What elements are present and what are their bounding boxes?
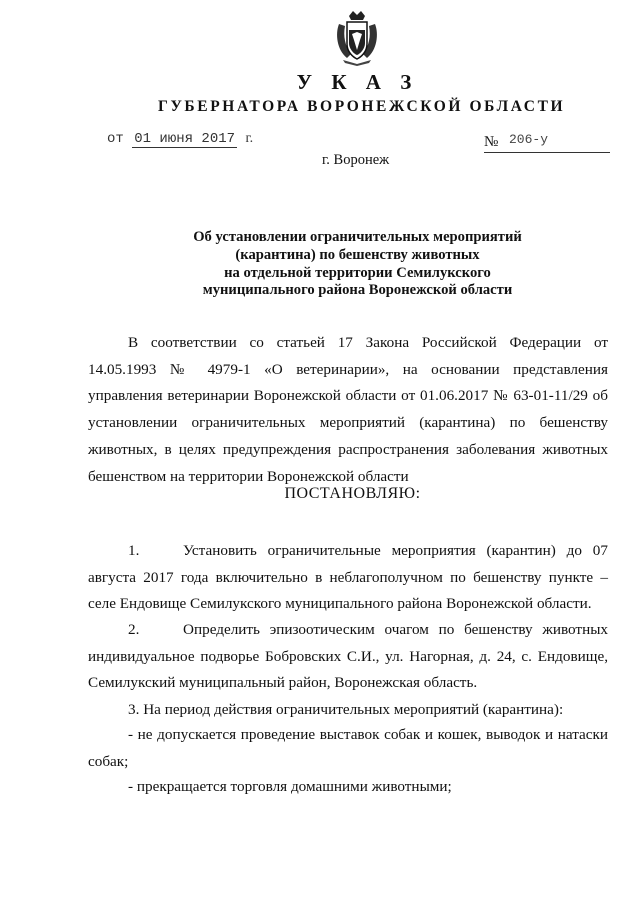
subject-line: Об установлении ограничительных мероприятий xyxy=(193,229,522,245)
subject-line: на отдельной территории Семилукского xyxy=(224,264,491,281)
preamble-text: В соответствии со статьей 17 Закона Российской Федерации от 14.05.1993 № 4979-1 «О ветеринарии», на основании представления управления ветеринарии Воронежской области от 01.06.2017 № 63-01-11/29 об установлении ограничительных мероприятий (карантина) по бешенству животных, в целях предупреждения распространения заболевания животных бешенством на территории Воронежской области xyxy=(88,334,608,485)
document-type-title: У К А З xyxy=(296,70,419,94)
list-item xyxy=(88,722,608,775)
list-item xyxy=(88,697,608,724)
date-suffix: г. xyxy=(245,131,254,146)
list-item xyxy=(88,538,608,618)
list-item xyxy=(88,617,608,697)
preamble-paragraph xyxy=(88,330,608,490)
number-label: № xyxy=(484,134,499,150)
issuer-title: ГУБЕРНАТОРА ВОРОНЕЖСКОЙ ОБЛАСТИ xyxy=(158,98,566,115)
date-prefix: от xyxy=(107,131,124,147)
item-number: 1. xyxy=(128,542,140,559)
subject-line: муниципального района Воронежской области xyxy=(202,282,513,299)
item-text: Определить эпизоотическим очагом по бешенству животных индивидуальное подворье Бобровских С.И., ул. Нагорная, д. 24, с. Ендовище, Семилукский муниципальный район, Воронежская область. xyxy=(88,621,608,692)
document-number xyxy=(484,134,610,153)
item-text: Установить ограничительные мероприятия (карантин) до 07 августа 2017 года включительно в неблагополучном по бешенству пункте – селе Ендовище Семилукского муниципального района Воронежской области. xyxy=(88,542,608,613)
coat-of-arms-emblem xyxy=(333,10,381,66)
resolve-heading: ПОСТАНОВЛЯЮ: xyxy=(284,485,421,502)
list-item xyxy=(88,774,608,801)
item-text: 3. На период действия ограничительных мероприятий (карантина): xyxy=(128,701,564,718)
date-line xyxy=(107,131,253,147)
number-value: 206-у xyxy=(509,132,549,147)
document-subject xyxy=(160,229,555,300)
date-value: 01 июня 2017 xyxy=(134,131,236,147)
item-text: - не допускается проведение выставок собак и кошек, выводок и натаски собак; xyxy=(88,726,608,770)
city-name: г. Воронеж xyxy=(322,152,390,168)
item-text: - прекращается торговля домашними животными; xyxy=(128,778,452,795)
subject-line: (карантина) по бешенству животных xyxy=(235,246,480,263)
item-number: 2. xyxy=(128,621,140,638)
